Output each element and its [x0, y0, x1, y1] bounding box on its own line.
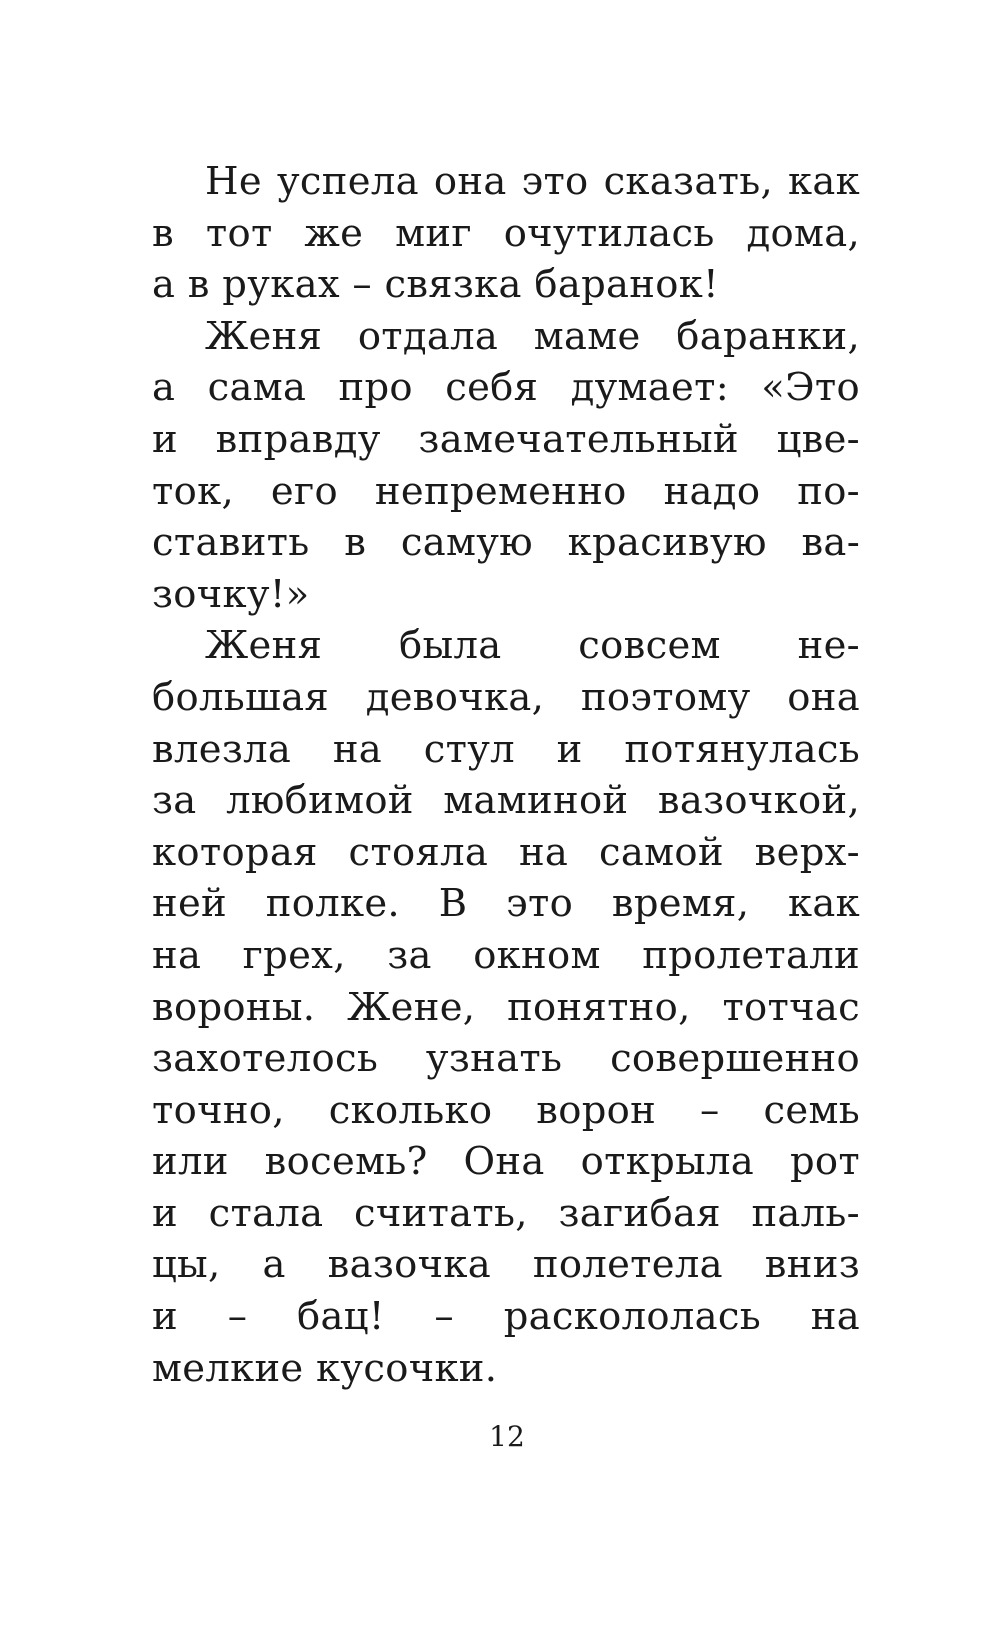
body-text [152, 156, 860, 1394]
text-line: за любимой маминой вазочкой, [152, 778, 860, 824]
text-line: Женя была совсем не- [205, 623, 860, 669]
text-line: Не успела она это сказать, как [205, 159, 860, 204]
text-line: или восемь? Она открыла рот [152, 1139, 860, 1185]
text-line: а сама про себя думает: «Это [152, 365, 860, 411]
text-line: ставить в самую красивую ва- [152, 520, 860, 566]
text-line: которая стояла на самой верх- [152, 829, 860, 875]
text-line: на грех, за окном пролетали [152, 932, 860, 978]
text-line: Женя отдала маме баранки, [205, 313, 860, 359]
text-line: и стала считать, загибая паль- [152, 1190, 860, 1236]
text-line: ней полке. В это время, как [152, 881, 860, 927]
text-line: цы, а вазочка полетела вниз [152, 1242, 860, 1288]
page-number: 12 [489, 1420, 525, 1453]
text-line: зочку!» [152, 571, 310, 617]
text-line: в тот же миг очутилась дома, [152, 210, 860, 256]
text-line: и вправду замечательный цве- [152, 416, 860, 462]
text-line: влезла на стул и потянулась [152, 726, 860, 772]
text-line: точно, сколько ворон – семь [152, 1087, 860, 1133]
text-line: большая девочка, поэтому она [152, 674, 860, 720]
text-line: мелкие кусочки. [152, 1345, 498, 1391]
text-line: вороны. Жене, понятно, тотчас [152, 984, 860, 1030]
text-line: захотелось узнать совершенно [152, 1036, 860, 1082]
text-line: и – бац! – раскололась на [152, 1294, 860, 1340]
text-line: ток, его непременно надо по- [152, 468, 860, 514]
text-line: а в руках – связка баранок! [152, 262, 719, 308]
